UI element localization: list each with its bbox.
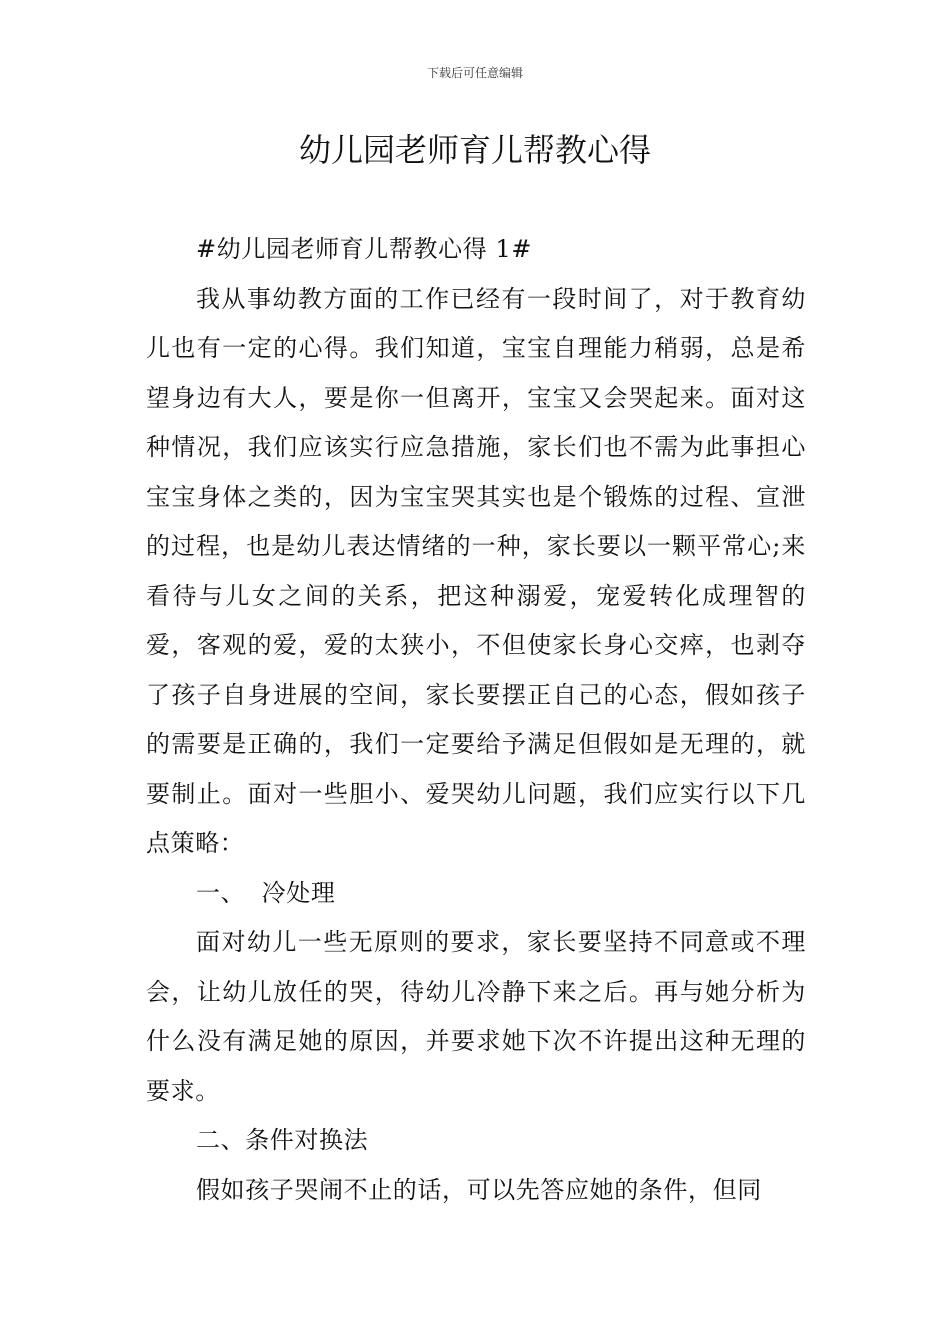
section-heading: #幼儿园老师育儿帮教心得 1# — [196, 235, 533, 263]
paragraph: 我从事幼教方面的工作已经有一段时间了，对于教育幼儿也有一定的心得。我们知道，宝宝自理能力稍弱，总是希望身边有大人，要是你一但离开，宝宝又会哭起来。面对这种情况，我们应该实行应急措施，家长们也不需为此事担心宝宝身体之类的，因为宝宝哭其实也是个锻炼的过程、宣泄的过程，也是幼儿表达情绪的一种，家长要以一颗平常心;来看待与儿女之间的关系，把这种溺爱，宠爱转化成理智的爱，客观的爱，爱的太狭小，不但使家长身心交瘁，也剥夺了孩子自身进展的空间，家长要摆正自己的心态，假如孩子的需要是正确的，我们一定要给予满足但假如是无理的，就要制止。面对一些胆小、爱哭幼儿问题，我们应实行以下几点策略： — [146, 284, 806, 857]
paragraph: 假如孩子哭闹不止的话，可以先答应她的条件，但同 — [196, 1175, 762, 1204]
paragraph: 面对幼儿一些无原则的要求，家长要坚持不同意或不理会，让幼儿放任的哭，待幼儿冷静下来之后。再与她分析为什么没有满足她的原因，并要求她下次不许提出这种无理的要求。 — [146, 928, 806, 1105]
header-note: 下载后可任意编辑 — [426, 66, 523, 80]
document-title: 幼儿园老师育儿帮教心得 — [298, 131, 651, 169]
subsection-heading: 二、条件对换法 — [196, 1126, 369, 1154]
document-body — [146, 225, 806, 1215]
subsection-heading: 一、 冷处理 — [196, 878, 336, 907]
